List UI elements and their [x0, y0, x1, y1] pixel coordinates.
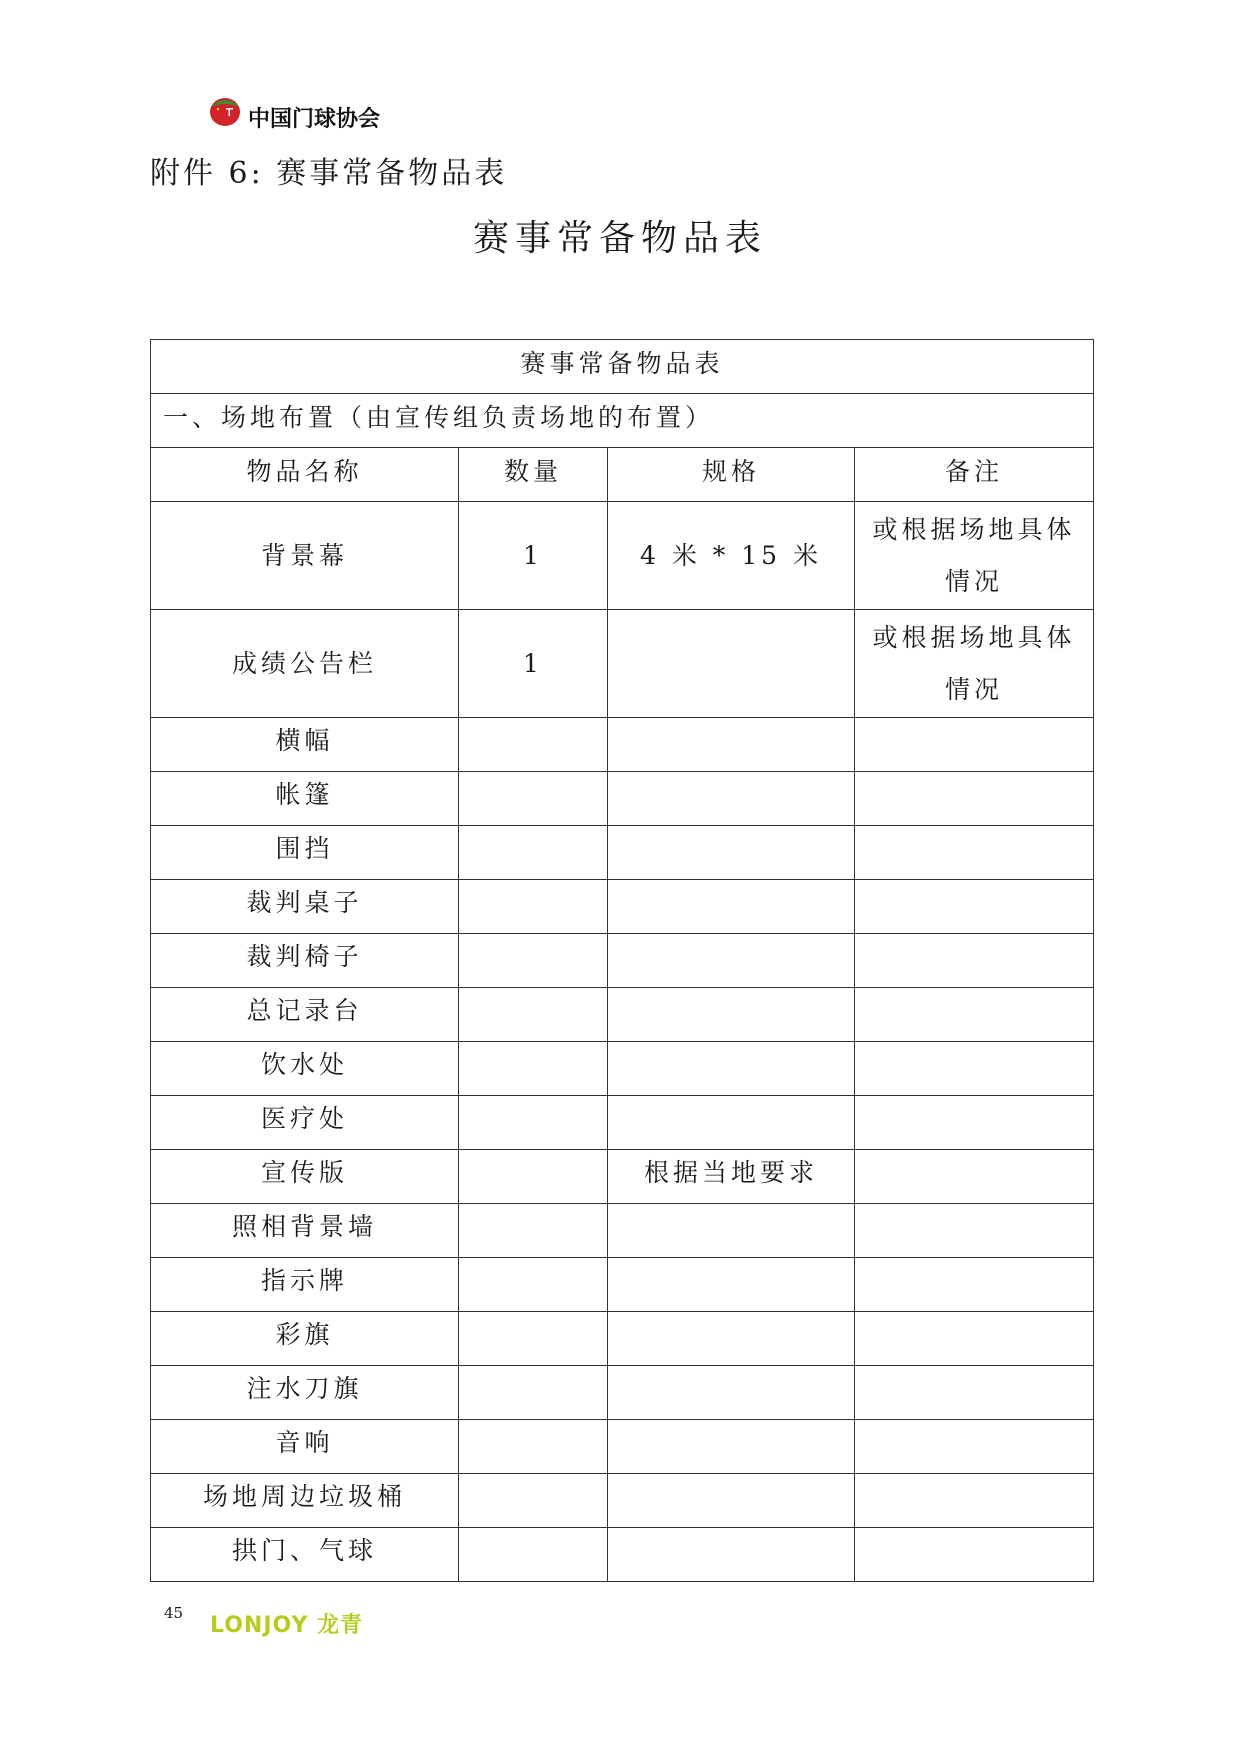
- footer-brand-logo: LONJOY 龙青: [210, 1613, 364, 1638]
- column-header-note: 备注: [855, 448, 1094, 502]
- table-title: 赛事常备物品表: [151, 340, 1094, 394]
- table-row: [151, 934, 1094, 988]
- gateball-association-logo-icon: [208, 95, 242, 127]
- table-row: [151, 1150, 1094, 1204]
- cell-qty: 1: [459, 610, 608, 718]
- table-row: [151, 1258, 1094, 1312]
- cell-note: [855, 1096, 1094, 1150]
- column-header-qty: 数量: [459, 448, 608, 502]
- cell-spec: [608, 610, 855, 718]
- cell-spec: [608, 826, 855, 880]
- cell-spec: [608, 1312, 855, 1366]
- cell-note: [855, 1366, 1094, 1420]
- cell-spec: [608, 1420, 855, 1474]
- cell-note: [855, 934, 1094, 988]
- cell-name: 围挡: [151, 826, 459, 880]
- cell-qty: [459, 1312, 608, 1366]
- cell-note: [855, 772, 1094, 826]
- page-title: 赛事常备物品表: [472, 218, 767, 259]
- cell-note: [855, 1312, 1094, 1366]
- cell-note: [855, 1528, 1094, 1582]
- table-row: [151, 502, 1094, 610]
- cell-name: 音响: [151, 1420, 459, 1474]
- cell-spec: [608, 1042, 855, 1096]
- cell-spec: [608, 1258, 855, 1312]
- table-row: [151, 826, 1094, 880]
- cell-note: [855, 1420, 1094, 1474]
- cell-spec: [608, 988, 855, 1042]
- cell-name: 裁判椅子: [151, 934, 459, 988]
- header-logo: [208, 88, 380, 133]
- table-row: [151, 1096, 1094, 1150]
- cell-name: 饮水处: [151, 1042, 459, 1096]
- cell-note: [855, 1150, 1094, 1204]
- cell-qty: [459, 772, 608, 826]
- cell-qty: [459, 1150, 608, 1204]
- cell-spec: [608, 1474, 855, 1528]
- cell-spec: [608, 718, 855, 772]
- cell-qty: [459, 1366, 608, 1420]
- cell-name: 照相背景墙: [151, 1204, 459, 1258]
- cell-qty: [459, 1528, 608, 1582]
- cell-name: 注水刀旗: [151, 1366, 459, 1420]
- items-table: [150, 339, 1094, 1582]
- cell-qty: [459, 1096, 608, 1150]
- cell-name: 帐篷: [151, 772, 459, 826]
- cell-qty: [459, 1204, 608, 1258]
- cell-spec: 4 米 * 15 米: [608, 502, 855, 610]
- cell-spec: [608, 880, 855, 934]
- cell-qty: [459, 934, 608, 988]
- table-row: [151, 1204, 1094, 1258]
- cell-note: [855, 826, 1094, 880]
- section-heading: 一、场地布置（由宣传组负责场地的布置）: [151, 394, 1094, 448]
- cell-name: 医疗处: [151, 1096, 459, 1150]
- cell-qty: [459, 988, 608, 1042]
- table-row: [151, 1474, 1094, 1528]
- cell-note: [855, 988, 1094, 1042]
- cell-note: [855, 1042, 1094, 1096]
- cell-spec: [608, 934, 855, 988]
- table-row: [151, 988, 1094, 1042]
- cell-qty: [459, 1042, 608, 1096]
- cell-note: [855, 1204, 1094, 1258]
- cell-spec: [608, 772, 855, 826]
- cell-name: 场地周边垃圾桶: [151, 1474, 459, 1528]
- attachment-label: 附件 6: 赛事常备物品表: [150, 156, 508, 191]
- cell-spec: [608, 1528, 855, 1582]
- cell-name: 总记录台: [151, 988, 459, 1042]
- cell-name: 成绩公告栏: [151, 610, 459, 718]
- table-row: [151, 1042, 1094, 1096]
- column-header-name: 物品名称: [151, 448, 459, 502]
- page-number: 45: [164, 1604, 184, 1622]
- cell-name: 裁判桌子: [151, 880, 459, 934]
- cell-note: [855, 1258, 1094, 1312]
- cell-qty: [459, 880, 608, 934]
- cell-qty: [459, 1258, 608, 1312]
- cell-qty: [459, 826, 608, 880]
- cell-note: [855, 880, 1094, 934]
- table-row: [151, 1528, 1094, 1582]
- cell-qty: [459, 1420, 608, 1474]
- cell-name: 彩旗: [151, 1312, 459, 1366]
- column-header-spec: 规格: [608, 448, 855, 502]
- cell-name: 背景幕: [151, 502, 459, 610]
- cell-note: 或根据场地具体情况: [855, 610, 1094, 718]
- cell-note: [855, 718, 1094, 772]
- cell-name: 指示牌: [151, 1258, 459, 1312]
- cell-spec: 根据当地要求: [608, 1150, 855, 1204]
- cell-qty: [459, 718, 608, 772]
- cell-name: 拱门、气球: [151, 1528, 459, 1582]
- cell-note: 或根据场地具体情况: [855, 502, 1094, 610]
- cell-spec: [608, 1204, 855, 1258]
- table-row: [151, 1312, 1094, 1366]
- cell-note: [855, 1474, 1094, 1528]
- cell-spec: [608, 1096, 855, 1150]
- table-row: [151, 772, 1094, 826]
- cell-spec: [608, 1366, 855, 1420]
- cell-qty: [459, 1474, 608, 1528]
- org-name: 中国门球协会: [248, 107, 381, 132]
- table-row: [151, 880, 1094, 934]
- table-row: [151, 610, 1094, 718]
- cell-qty: 1: [459, 502, 608, 610]
- table-row: [151, 718, 1094, 772]
- cell-name: 宣传版: [151, 1150, 459, 1204]
- cell-name: 横幅: [151, 718, 459, 772]
- table-row: [151, 1366, 1094, 1420]
- table-row: [151, 1420, 1094, 1474]
